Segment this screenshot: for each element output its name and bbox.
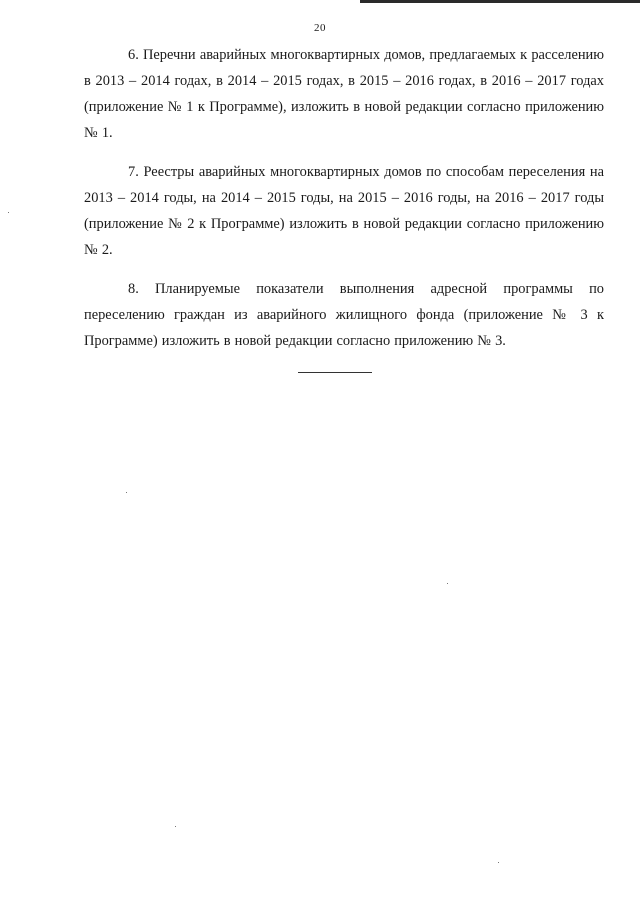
scan-speck xyxy=(8,212,9,213)
end-separator-line xyxy=(298,372,372,373)
document-body xyxy=(84,42,604,367)
scan-speck xyxy=(447,583,448,584)
scan-speck xyxy=(175,826,176,827)
scan-speck xyxy=(498,862,499,863)
paragraph-6: 6. Перечни аварийных многоквартирных домов, предлагаемых к расселению в 2013 – 2014 годах, в 2014 – 2015 годах, в 2015 – 2016 годах, в 2016 – 2017 годах (приложение № 1 к Программе), изложить в новой редакции согласно приложению № 1. xyxy=(84,47,604,141)
paragraph-8: 8. Планируемые показатели выполнения адресной программы по переселению граждан из аварийного жилищного фонда (приложение № 3 к Программе) изложить в новой редакции согласно приложению № 3. xyxy=(84,281,604,349)
scan-speck xyxy=(126,492,127,493)
page-number: 20 xyxy=(314,22,326,34)
scan-top-edge xyxy=(360,0,640,3)
paragraph-7: 7. Реестры аварийных многоквартирных домов по способам переселения на 2013 – 2014 годы, на 2014 – 2015 годы, на 2015 – 2016 годы, на 2016 – 2017 годы (приложение № 2 к Программе) изложить в новой редакции согласно приложению № 2. xyxy=(84,164,604,258)
